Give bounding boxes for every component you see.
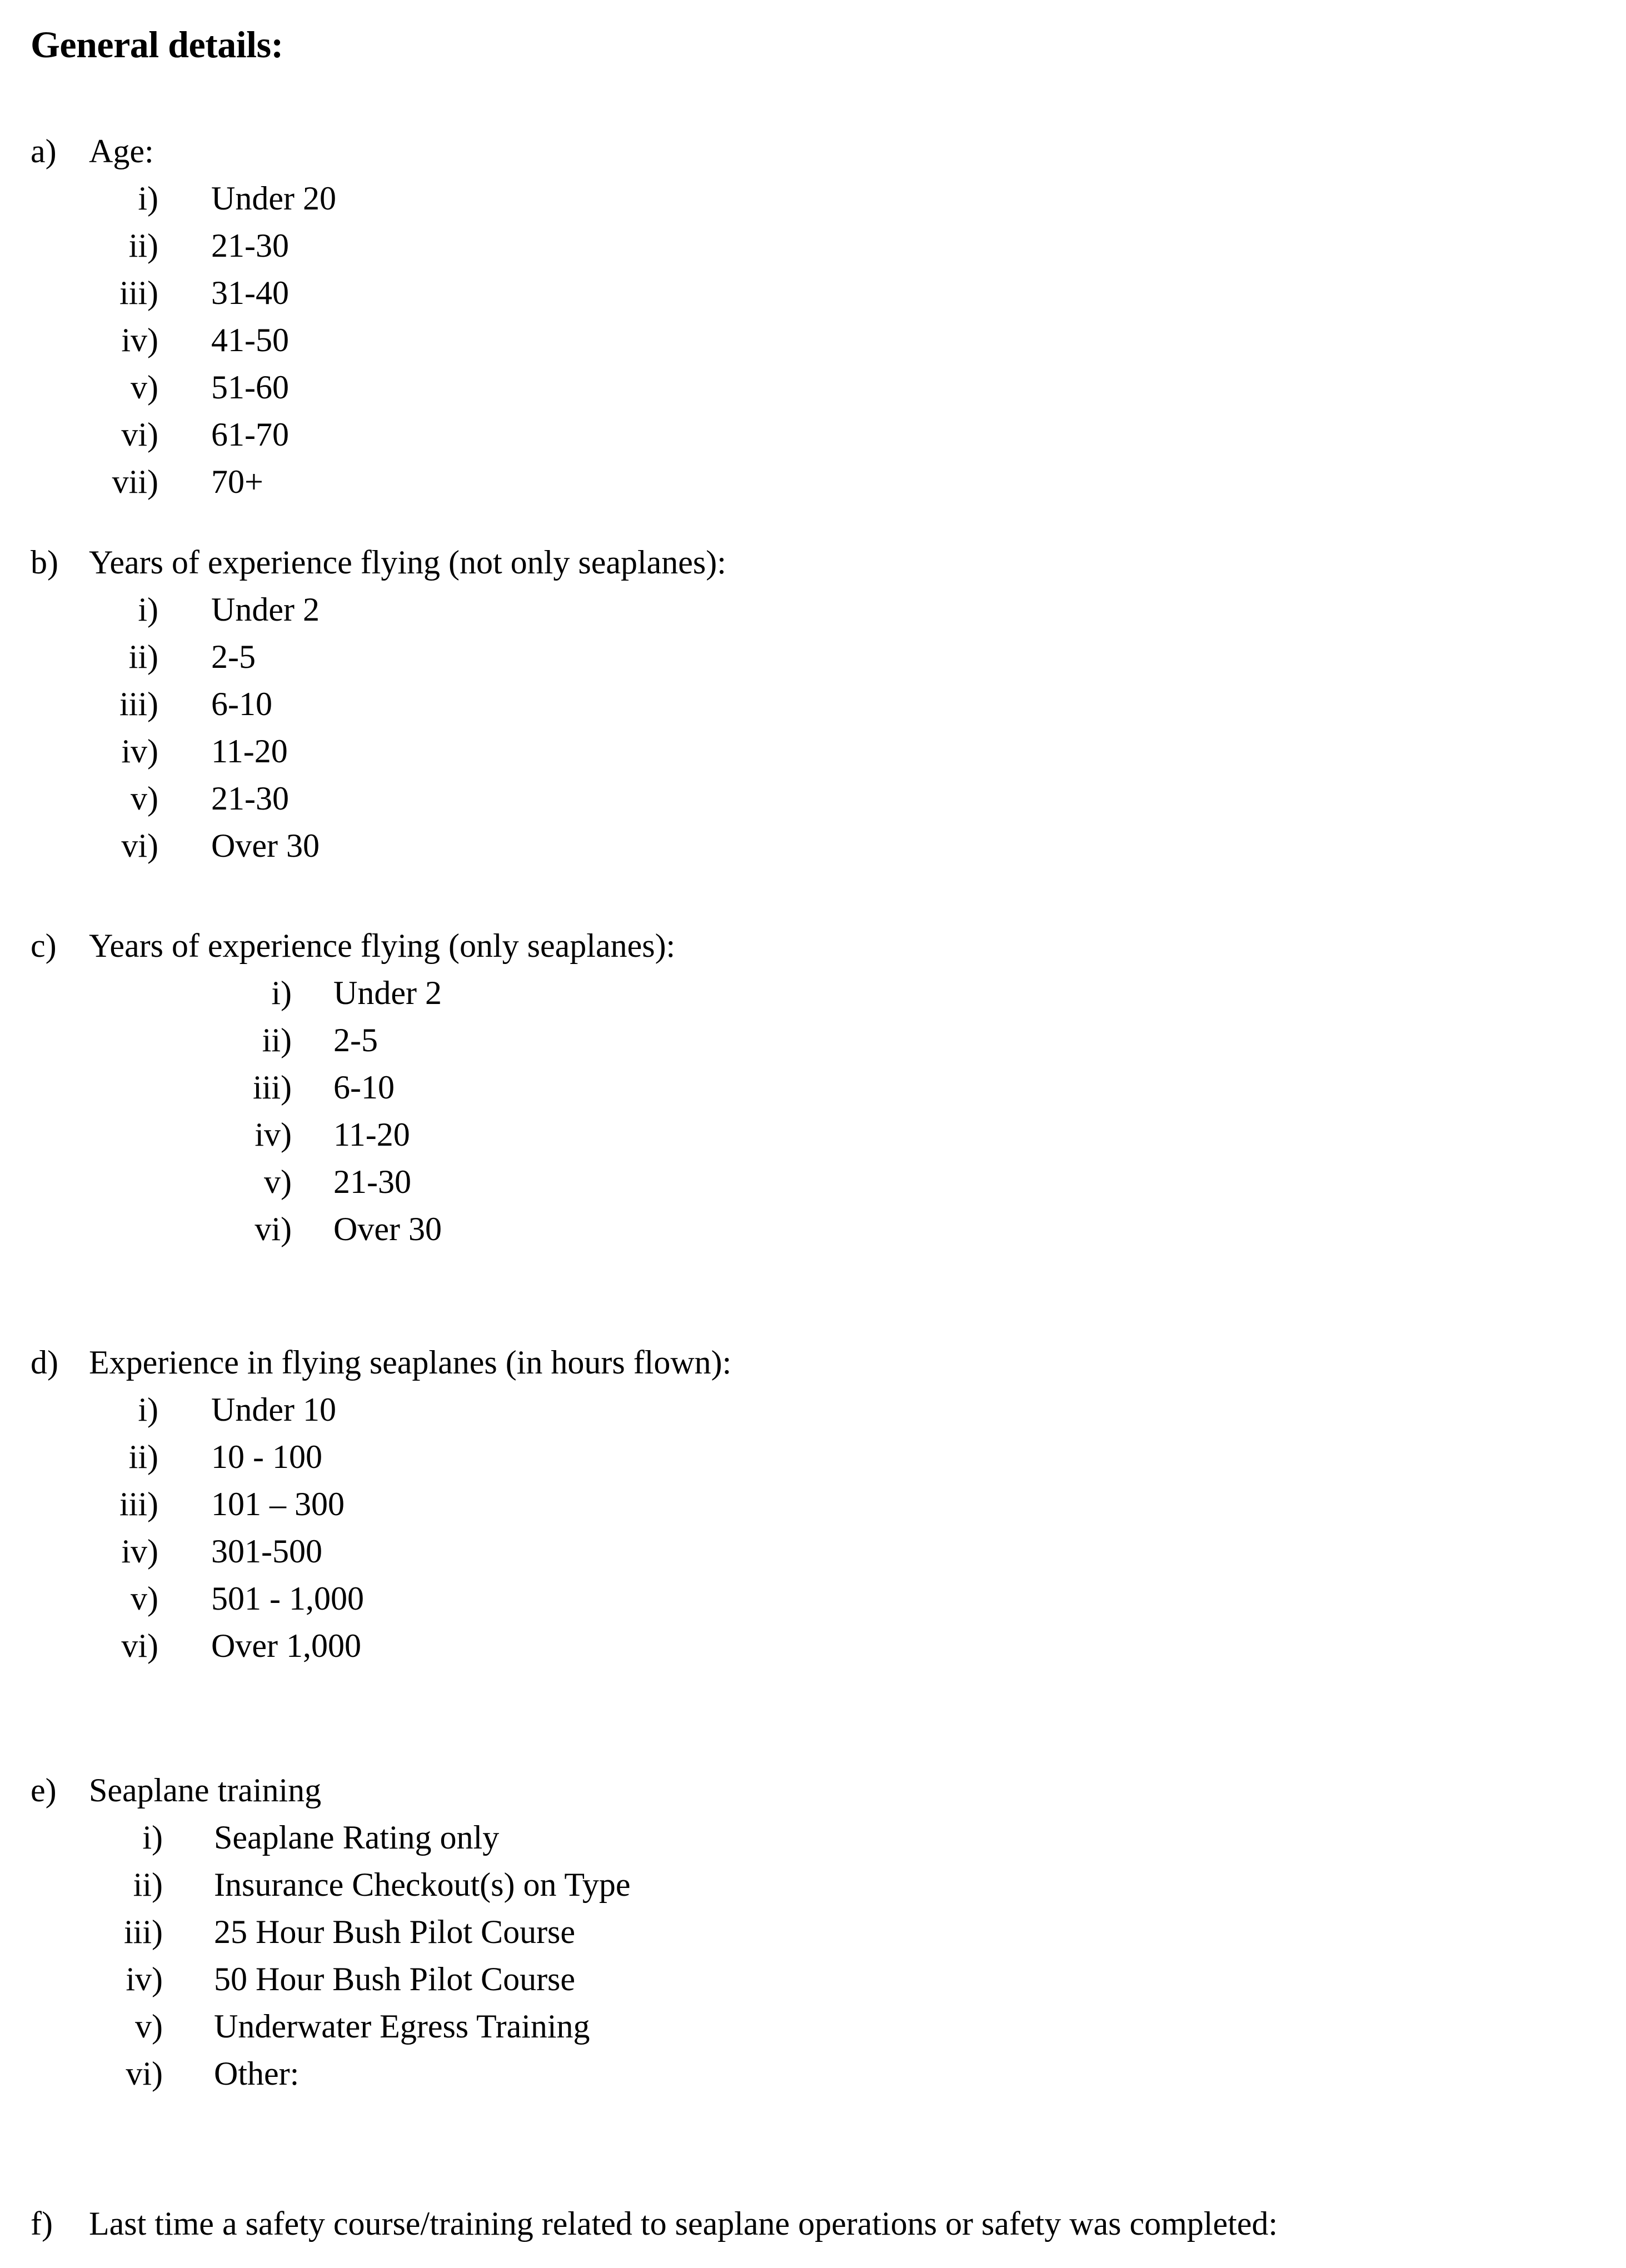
list-item-label: Over 30 <box>211 827 320 864</box>
list-item-numeral: v) <box>131 1580 158 1617</box>
list-item-label: Seaplane Rating only <box>214 1819 500 1856</box>
list-item-numeral: ii) <box>133 1866 163 1903</box>
list-item-label: 6-10 <box>211 686 272 722</box>
section-letter: f) <box>31 2205 53 2242</box>
list-item-label: 41-50 <box>211 322 289 358</box>
option-list <box>0 586 1626 870</box>
list-item-label: 11-20 <box>333 1116 410 1153</box>
list-item-numeral: i) <box>138 591 158 628</box>
list-item-numeral: vi) <box>121 416 158 453</box>
section-heading <box>0 1339 1626 1386</box>
section-letter: c) <box>31 927 57 964</box>
option-list <box>0 970 1626 1253</box>
section-heading <box>0 1767 1626 1814</box>
list-item-numeral: vi) <box>126 2055 163 2092</box>
list-item-numeral: v) <box>131 780 158 817</box>
list-item-label: 70+ <box>211 463 263 500</box>
section-letter: b) <box>31 544 58 581</box>
list-item-numeral: iv) <box>121 733 158 770</box>
list-item-numeral: iii) <box>124 1914 163 1950</box>
list-item-numeral: iii) <box>119 1486 158 1522</box>
section-letter: d) <box>31 1344 58 1381</box>
list-item-label: 21-30 <box>333 1163 411 1200</box>
section-letter: a) <box>31 133 57 169</box>
list-item-label: 2-5 <box>333 1022 378 1058</box>
list-item-label: 51-60 <box>211 369 289 406</box>
section-c <box>0 922 1626 1253</box>
list-item-numeral: iv) <box>121 322 158 358</box>
list-item-numeral: i) <box>138 1391 158 1428</box>
list-item-numeral: iii) <box>119 686 158 722</box>
section-d <box>0 1339 1626 1670</box>
list-item-label: Under 2 <box>211 591 320 628</box>
list-item[interactable] <box>0 1481 1626 1528</box>
section-b <box>0 539 1626 870</box>
option-list <box>0 1386 1626 1670</box>
list-item-numeral: ii) <box>128 638 158 675</box>
list-item-numeral: ii) <box>262 1022 292 1058</box>
list-item[interactable] <box>0 1064 1626 1111</box>
list-item[interactable] <box>0 364 1626 411</box>
list-item[interactable] <box>0 1017 1626 1064</box>
section-title: Age: <box>89 133 154 169</box>
list-item-numeral: iii) <box>253 1069 292 1106</box>
list-item-numeral: i) <box>138 180 158 217</box>
list-item-numeral: ii) <box>128 1438 158 1475</box>
list-item[interactable] <box>0 1111 1626 1158</box>
list-item-numeral: ii) <box>128 227 158 264</box>
list-item-label: 101 – 300 <box>211 1486 345 1522</box>
list-item-label: 6-10 <box>333 1069 395 1106</box>
list-item-label: Under 20 <box>211 180 336 217</box>
list-item[interactable] <box>0 1622 1626 1670</box>
list-item[interactable] <box>0 175 1626 222</box>
section-letter: e) <box>31 1772 57 1809</box>
section-a <box>0 128 1626 506</box>
list-item[interactable] <box>0 633 1626 681</box>
list-item-numeral: iii) <box>119 274 158 311</box>
list-item[interactable] <box>0 681 1626 728</box>
list-item[interactable] <box>0 317 1626 364</box>
list-item[interactable] <box>0 1386 1626 1433</box>
list-item-numeral: vii) <box>112 463 158 500</box>
list-item[interactable] <box>0 822 1626 870</box>
list-item-label: Under 10 <box>211 1391 336 1428</box>
list-item[interactable] <box>0 970 1626 1017</box>
section-e <box>0 1767 1626 2097</box>
list-item[interactable] <box>0 1956 1626 2003</box>
section-heading <box>0 128 1626 175</box>
list-item[interactable] <box>0 1814 1626 1861</box>
list-item-numeral: iv) <box>126 1961 163 1997</box>
list-item-numeral: iv) <box>255 1116 292 1153</box>
list-item-label: 301-500 <box>211 1533 322 1570</box>
list-item-label: 31-40 <box>211 274 289 311</box>
list-item-label: Over 30 <box>333 1211 442 1247</box>
section-title: Experience in flying seaplanes (in hours flown): <box>89 1344 732 1381</box>
option-list <box>0 1814 1626 2097</box>
list-item-numeral: vi) <box>121 827 158 864</box>
section-title: Seaplane training <box>89 1772 322 1809</box>
list-item-label: 10 - 100 <box>211 1438 322 1475</box>
section-heading <box>0 539 1626 586</box>
list-item-label: 11-20 <box>211 733 288 770</box>
list-item[interactable] <box>0 1909 1626 1956</box>
list-item-label: 61-70 <box>211 416 289 453</box>
section-heading <box>0 2200 1626 2247</box>
list-item-label: Underwater Egress Training <box>214 2008 590 2045</box>
list-item-numeral: i) <box>271 975 292 1011</box>
list-item[interactable] <box>0 1528 1626 1575</box>
section-f <box>0 2200 1626 2247</box>
list-item[interactable] <box>0 1861 1626 1909</box>
list-item[interactable] <box>0 411 1626 458</box>
list-item-label: Other: <box>214 2055 300 2092</box>
page-title: General details: <box>31 23 283 66</box>
list-item[interactable] <box>0 586 1626 633</box>
list-item[interactable] <box>0 1158 1626 1206</box>
list-item[interactable] <box>0 2003 1626 2050</box>
list-item-numeral: v) <box>131 369 158 406</box>
section-heading <box>0 922 1626 970</box>
list-item-numeral: i) <box>142 1819 163 1856</box>
list-item[interactable] <box>0 775 1626 822</box>
list-item-numeral: iv) <box>121 1533 158 1570</box>
list-item[interactable] <box>0 1575 1626 1622</box>
list-item-label: 50 Hour Bush Pilot Course <box>214 1961 576 1997</box>
list-item-label: 25 Hour Bush Pilot Course <box>214 1914 576 1950</box>
list-item-label: Under 2 <box>333 975 442 1011</box>
list-item-numeral: v) <box>135 2008 163 2045</box>
list-item-label: 2-5 <box>211 638 256 675</box>
option-list <box>0 175 1626 506</box>
list-item-label: Insurance Checkout(s) on Type <box>214 1866 631 1903</box>
section-title: Years of experience flying (only seaplanes): <box>89 927 676 964</box>
list-item-label: 21-30 <box>211 227 289 264</box>
list-item[interactable] <box>0 1433 1626 1481</box>
list-item-label: 501 - 1,000 <box>211 1580 364 1617</box>
list-item-numeral: v) <box>264 1163 292 1200</box>
section-title: Last time a safety course/training related to seaplane operations or safety was completed: <box>89 2205 1278 2242</box>
list-item[interactable] <box>0 458 1626 506</box>
list-item[interactable] <box>0 222 1626 269</box>
list-item-label: Over 1,000 <box>211 1627 361 1664</box>
list-item[interactable] <box>0 2050 1626 2097</box>
list-item-label: 21-30 <box>211 780 289 817</box>
list-item-numeral: vi) <box>121 1627 158 1664</box>
list-item-numeral: vi) <box>255 1211 292 1247</box>
list-item[interactable] <box>0 728 1626 775</box>
list-item[interactable] <box>0 269 1626 317</box>
list-item[interactable] <box>0 1206 1626 1253</box>
section-title: Years of experience flying (not only seaplanes): <box>89 544 726 581</box>
